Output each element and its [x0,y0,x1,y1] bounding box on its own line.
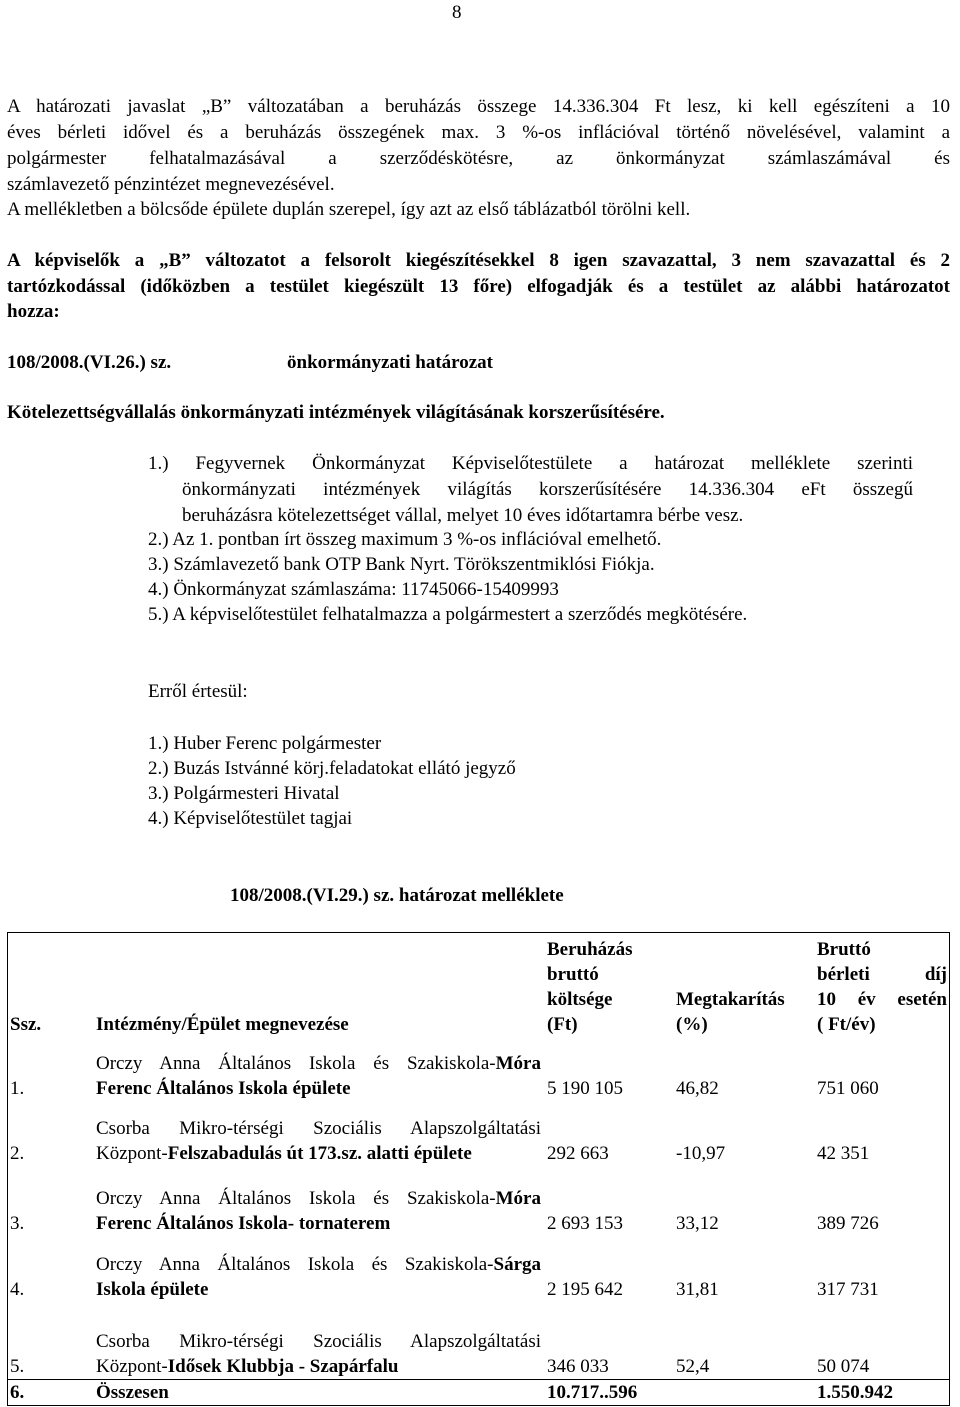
row-rent: 389 726 [817,1213,879,1234]
row-name-l2 [96,1354,541,1379]
row-cost: 2 195 642 [547,1279,623,1300]
row-name-l2 [96,1076,541,1101]
row-rent: 50 074 [817,1356,870,1377]
row-ssz: 3. [10,1213,25,1234]
resolution-number: 108/2008.(VI.26.) sz. [7,352,172,373]
row-name [93,1101,544,1166]
resolution-item-5: 5.) A képviselőtestület felhatalmazza a polgármestert a szerződés megkötésére. [148,604,748,625]
row-name-l1 [96,1329,541,1354]
row-name-l1-bold: Sárga [493,1254,541,1275]
header-cost-l2: bruttó [547,964,599,985]
notify-item: 2.) Buzás Istvánné körj.feladatokat ellátó jegyző [148,758,516,779]
row-name-l2-bold: Ferenc Általános Iskola épülete [96,1078,351,1099]
row-name-l1-bold: Móra [495,1188,541,1209]
header-rent-l2: bérleti díj [817,964,947,985]
resolution-title: Kötelezettségvállalás önkormányzati intézmények világításának korszerűsítésére. [7,402,665,423]
row-name-l1-text: Orczy Anna Általános Iskola és Szakiskola- [96,1188,496,1209]
row-name-l1 [96,1252,541,1277]
intro-line-4: számlavezető pénzintézet megnevezésével. [7,174,335,195]
resolution-item-3: 3.) Számlavezető bank OTP Bank Nyrt. Törökszentmiklósi Fiókja. [148,554,655,575]
notify-item: 1.) Huber Ferenc polgármester [148,733,382,754]
row-name-l1 [96,1186,541,1211]
row-ssz: 2. [10,1143,25,1164]
resolution-item-4: 4.) Önkormányzat számlaszáma: 11745066-15409993 [148,579,559,600]
row-saving: 52,4 [676,1356,710,1377]
table-row [7,1101,950,1166]
header-rent-l1: Bruttó [817,939,871,960]
row-ssz: 4. [10,1279,25,1300]
row-saving: 31,81 [676,1279,719,1300]
row-name-l2-bold: Ferenc Általános Iskola- tornaterem [96,1213,391,1234]
resolution-item-2: 2.) Az 1. pontban írt összeg maximum 3 %-os inflációval emelhető. [148,529,662,550]
row-name [93,1166,544,1236]
annex-table [7,933,950,1405]
annex-title: 108/2008.(VI.29.) sz. határozat melléklete [230,885,564,906]
intro-line-3: polgármester felhatalmazásával a szerződéskötésre, az önkormányzat számlaszámával és [7,148,950,169]
header-rent [814,933,950,1037]
row-saving: 33,12 [676,1213,719,1234]
resolution-type: önkormányzati határozat [287,352,493,373]
intro-line-5: A mellékletben a bölcsőde épülete duplán szerepel, így azt az első táblázatból törölni kell. [7,199,691,220]
row-cost: 292 663 [547,1143,609,1164]
total-ssz: 6. [10,1382,25,1403]
header-rent-l3: 10 év esetén [817,989,947,1010]
row-name-l2-bold: Idősek Klubbja - Szapárfalu [167,1356,399,1377]
total-saving [673,1379,814,1405]
table-total-row [7,1379,950,1405]
row-name [93,1236,544,1302]
header-rent-l4: ( Ft/év) [817,1014,876,1035]
table-row [7,1302,950,1379]
table-row [7,1037,950,1101]
notify-item: 3.) Polgármesteri Hivatal [148,783,340,804]
header-name: Intézmény/Épület megnevezése [96,1014,349,1035]
row-cost: 346 033 [547,1356,609,1377]
header-saving-l2: (%) [676,1014,708,1035]
resolution-item-1 [148,453,913,475]
row-ssz: 5. [10,1356,25,1377]
total-cost: 10.717..596 [547,1382,638,1403]
row-name-l2-text: Központ- [96,1143,168,1164]
row-ssz: 1. [10,1078,25,1099]
table-bottom-border [7,1405,950,1406]
vote-line-2: tartózkodással (időközben a testület kiegészült 13 főre) elfogadják és a testület az alábbi határozatot [7,276,950,297]
row-name-l1-bold: Móra [495,1053,541,1074]
row-name-l1-text: Orczy Anna Általános Iskola és Szakiskola- [96,1254,494,1275]
header-saving [673,933,814,1037]
resolution-item-1-cont [182,479,913,501]
row-name-l1-text: Csorba Mikro-térségi Szociális Alapszolgáltatási [96,1118,541,1139]
notify-list [148,731,516,831]
header-ssz: Ssz. [10,1014,42,1035]
row-name-l1-text: Orczy Anna Általános Iskola és Szakiskola- [96,1053,496,1074]
row-rent: 42 351 [817,1143,870,1164]
row-cost: 2 693 153 [547,1213,623,1234]
total-rent: 1.550.942 [817,1382,893,1403]
row-saving: -10,97 [676,1143,726,1164]
row-name-l1 [96,1051,541,1076]
row-rent: 317 731 [817,1279,879,1300]
vote-line-1: A képviselők a „B” változatot a felsorolt kiegészítésekkel 8 igen szavazattal, 3 nem szavazattal és 2 [7,250,950,271]
row-name-l1-text: Csorba Mikro-térségi Szociális Alapszolgáltatási [96,1331,541,1352]
intro-line-2: éves bérleti idővel és a beruházás összegének max. 3 %-os inflációval történő növelésével, valamint a [7,122,950,143]
table-row [7,1236,950,1302]
header-cost [544,933,673,1037]
row-name-l2 [96,1141,541,1166]
row-name-l2-bold: Iskola épülete [96,1279,209,1300]
header-saving-l1: Megtakarítás [676,989,785,1010]
notify-title: Erről értesül: [148,681,248,702]
row-rent: 751 060 [817,1078,879,1099]
resolution-item-1-line-3: beruházásra kötelezettséget vállal, melyet 10 éves időtartamra bérbe vesz. [182,505,744,526]
resolution-item-1-line-2: önkormányzati intézmények világítás korszerűsítésére 14.336.304 eFt összegű [182,479,913,500]
vote-line-3: hozza: [7,301,60,322]
row-cost: 5 190 105 [547,1078,623,1099]
page-number: 8 [452,2,462,23]
header-cost-l3: költsége [547,989,613,1010]
row-name-l2 [96,1277,541,1302]
resolution-item-1-line-1: 1.) Fegyvernek Önkormányzat Képviselőtestülete a határozat melléklete szerinti [148,453,913,474]
row-name [93,1302,544,1379]
notify-item: 4.) Képviselőtestület tagjai [148,808,353,829]
row-name [93,1037,544,1101]
row-saving: 46,82 [676,1078,719,1099]
table-header-row [7,933,950,1037]
row-name-l2 [96,1211,541,1236]
row-name-l2-text: Központ- [96,1356,168,1377]
header-cost-l4: (Ft) [547,1014,578,1035]
table-row [7,1166,950,1236]
header-cost-l1: Beruházás [547,939,633,960]
intro-line-1: A határozati javaslat „B” változatában a beruházás összege 14.336.304 Ft lesz, ki kell egészíteni a 10 [7,96,950,117]
total-name: Összesen [96,1382,169,1403]
row-name-l2-bold: Felszabadulás út 173.sz. alatti épülete [167,1143,472,1164]
row-name-l1 [96,1116,541,1141]
